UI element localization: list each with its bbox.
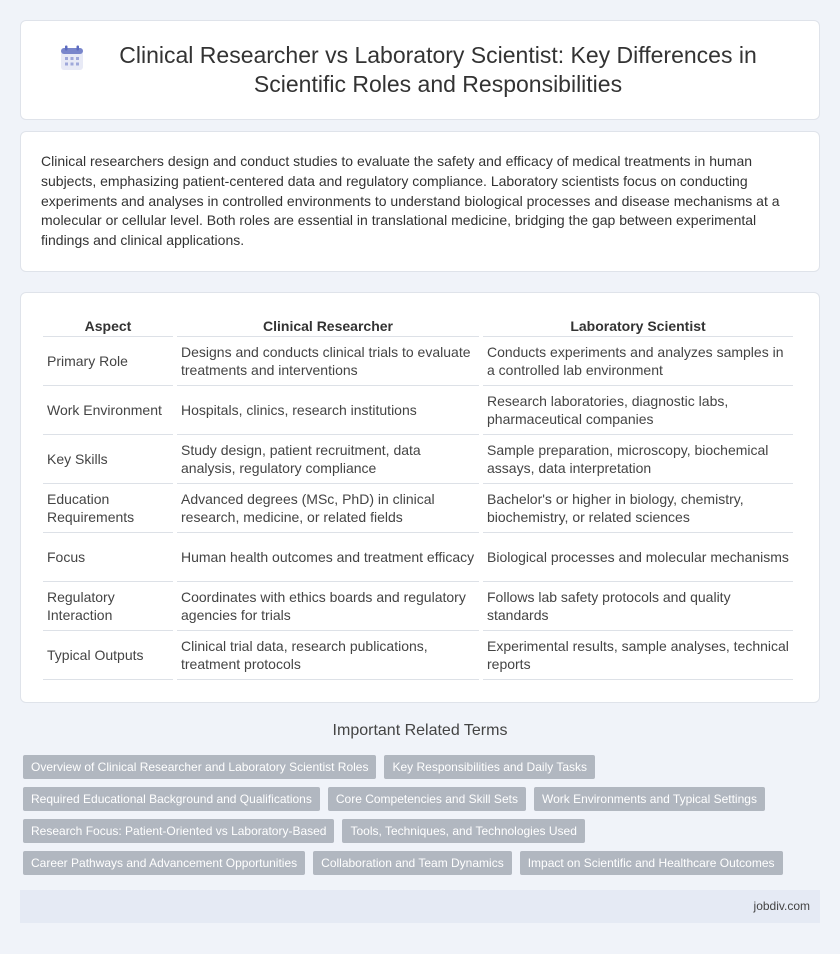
cell-clinical: Advanced degrees (MSc, PhD) in clinical research, medicine, or related fields — [177, 484, 479, 533]
cell-lab: Follows lab safety protocols and quality standards — [483, 582, 793, 631]
footer-site-link[interactable]: jobdiv.com — [753, 899, 810, 913]
cell-clinical: Designs and conducts clinical trials to evaluate treatments and interventions — [177, 337, 479, 386]
related-term-tag[interactable]: Research Focus: Patient-Oriented vs Laboratory-Based — [23, 819, 334, 843]
comparison-table — [39, 313, 797, 680]
cell-aspect: Typical Outputs — [43, 631, 173, 680]
cell-aspect: Education Requirements — [43, 484, 173, 533]
table-row — [43, 582, 793, 631]
cell-clinical: Hospitals, clinics, research institutions — [177, 386, 479, 435]
title-card — [20, 20, 820, 120]
cell-clinical: Coordinates with ethics boards and regulatory agencies for trials — [177, 582, 479, 631]
related-term-tag[interactable]: Impact on Scientific and Healthcare Outcomes — [520, 851, 783, 875]
page-title: Clinical Researcher vs Laboratory Scientist: Key Differences in Scientific Roles and Responsibilities — [119, 42, 757, 97]
table-row — [43, 435, 793, 484]
related-terms-list — [23, 755, 823, 883]
footer — [20, 890, 820, 923]
table-row — [43, 337, 793, 386]
comparison-table-card — [20, 292, 820, 703]
header-clinical-researcher: Clinical Researcher — [177, 313, 479, 337]
tag-row — [23, 755, 823, 779]
related-term-tag[interactable]: Tools, Techniques, and Technologies Used — [342, 819, 584, 843]
table-row — [43, 631, 793, 680]
related-terms-title: Important Related Terms — [332, 722, 508, 739]
table-header-row — [43, 313, 793, 337]
related-term-tag[interactable]: Overview of Clinical Researcher and Laboratory Scientist Roles — [23, 755, 376, 779]
table-row — [43, 386, 793, 435]
cell-lab: Experimental results, sample analyses, technical reports — [483, 631, 793, 680]
intro-text: Clinical researchers design and conduct studies to evaluate the safety and efficacy of medical treatments in human subjects, emphasizing patient-centered data and regulatory compliance. Laboratory scientists focus on conducting experiments and analyses in controlled environments to understand biological processes and disease mechanisms at a molecular or cellular level. Both roles are essential in translational medicine, bridging the gap between experimental findings and clinical applications. — [41, 153, 780, 249]
tag-row — [23, 851, 823, 875]
header-aspect: Aspect — [43, 313, 173, 337]
cell-clinical: Human health outcomes and treatment efficacy — [177, 533, 479, 582]
intro-card — [20, 131, 820, 272]
tag-row — [23, 819, 823, 843]
cell-lab: Conducts experiments and analyzes samples in a controlled lab environment — [483, 337, 793, 386]
cell-clinical: Study design, patient recruitment, data analysis, regulatory compliance — [177, 435, 479, 484]
cell-lab: Bachelor's or higher in biology, chemistry, biochemistry, or related sciences — [483, 484, 793, 533]
cell-lab: Sample preparation, microscopy, biochemical assays, data interpretation — [483, 435, 793, 484]
tag-row — [23, 787, 823, 811]
cell-aspect: Work Environment — [43, 386, 173, 435]
related-term-tag[interactable]: Required Educational Background and Qualifications — [23, 787, 320, 811]
cell-clinical: Clinical trial data, research publications, treatment protocols — [177, 631, 479, 680]
related-term-tag[interactable]: Collaboration and Team Dynamics — [313, 851, 512, 875]
related-term-tag[interactable]: Key Responsibilities and Daily Tasks — [384, 755, 595, 779]
header-laboratory-scientist: Laboratory Scientist — [483, 313, 793, 337]
table-row — [43, 533, 793, 582]
cell-lab: Research laboratories, diagnostic labs, pharmaceutical companies — [483, 386, 793, 435]
cell-aspect: Key Skills — [43, 435, 173, 484]
related-term-tag[interactable]: Core Competencies and Skill Sets — [328, 787, 526, 811]
cell-aspect: Primary Role — [43, 337, 173, 386]
calendar-grid-icon — [60, 45, 84, 76]
cell-aspect: Regulatory Interaction — [43, 582, 173, 631]
table-row — [43, 484, 793, 533]
cell-aspect: Focus — [43, 533, 173, 582]
related-term-tag[interactable]: Career Pathways and Advancement Opportunities — [23, 851, 305, 875]
cell-lab: Biological processes and molecular mechanisms — [483, 533, 793, 582]
related-term-tag[interactable]: Work Environments and Typical Settings — [534, 787, 765, 811]
